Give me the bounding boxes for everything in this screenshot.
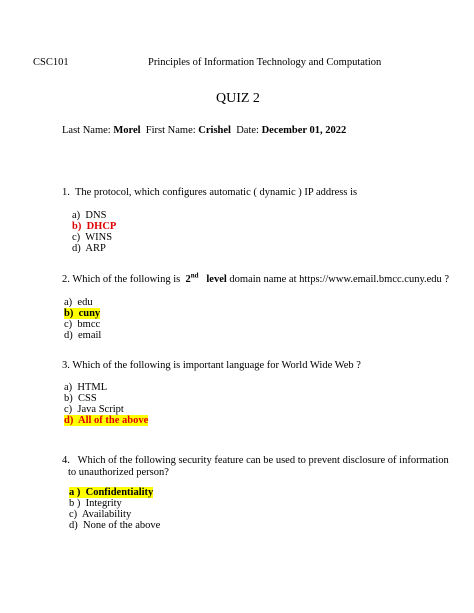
quiz-title: QUIZ 2 (216, 91, 260, 106)
option-c: c) bmcc (64, 319, 101, 330)
course-code: CSC101 (33, 57, 69, 68)
question-4-options (69, 487, 160, 531)
option-a: a) DNS (72, 210, 107, 221)
option-c: c) Java Script (64, 404, 124, 415)
ordinal: 2nd (185, 271, 199, 285)
date-value: December 01, 2022 (261, 125, 347, 136)
option-d: d) None of the above (69, 520, 161, 531)
last-name-label: Last Name: (62, 125, 111, 136)
option-c: c) Availability (69, 509, 132, 520)
question-text-end: domain name at https://www.email.bmcc.cuny.edu ? (229, 274, 450, 285)
question-text: The protocol, which configures automatic ( dynamic ) IP address is (74, 187, 358, 198)
first-name-label: First Name: (145, 125, 196, 136)
option-d: d) email (64, 330, 102, 341)
last-name-value: Morel (113, 125, 141, 136)
question-number: 4. (62, 455, 70, 466)
question-text-line-1: Which of the following security feature can be used to prevent disclosure of information (77, 455, 449, 466)
question-number: 1. (62, 187, 70, 198)
option-c: c) WINS (72, 232, 113, 243)
question-2 (62, 271, 450, 286)
date-label: Date: (236, 125, 259, 136)
option-b: b ) Integrity (69, 498, 122, 509)
option-b-answer: b) DHCP (72, 221, 117, 232)
course-title: Principles of Information Technology and Computation (148, 57, 382, 68)
option-a-answer: a ) Confidentiality (69, 487, 154, 498)
option-a: a) HTML (64, 382, 108, 393)
option-a: a) edu (64, 297, 93, 308)
question-number: 3. (62, 360, 70, 371)
student-info (62, 125, 346, 137)
question-text: Which of the following is important language for World Wide Web ? (72, 360, 361, 371)
option-d: d) ARP (72, 243, 106, 254)
question-3 (62, 360, 361, 372)
question-4 (62, 455, 449, 467)
question-4-line-2: to unauthorized person? (68, 467, 169, 478)
question-1-options (72, 210, 116, 254)
question-2-options (64, 297, 101, 341)
option-b-answer: b) cuny (64, 308, 101, 319)
question-text-start: Which of the following is (72, 274, 181, 285)
question-3-options (64, 382, 148, 426)
first-name-value: Crishel (198, 125, 231, 136)
level-word: level (206, 274, 227, 285)
option-b: b) CSS (64, 393, 97, 404)
option-d-answer: d) All of the above (64, 415, 149, 426)
question-number: 2. (62, 274, 70, 285)
question-1 (62, 187, 357, 199)
